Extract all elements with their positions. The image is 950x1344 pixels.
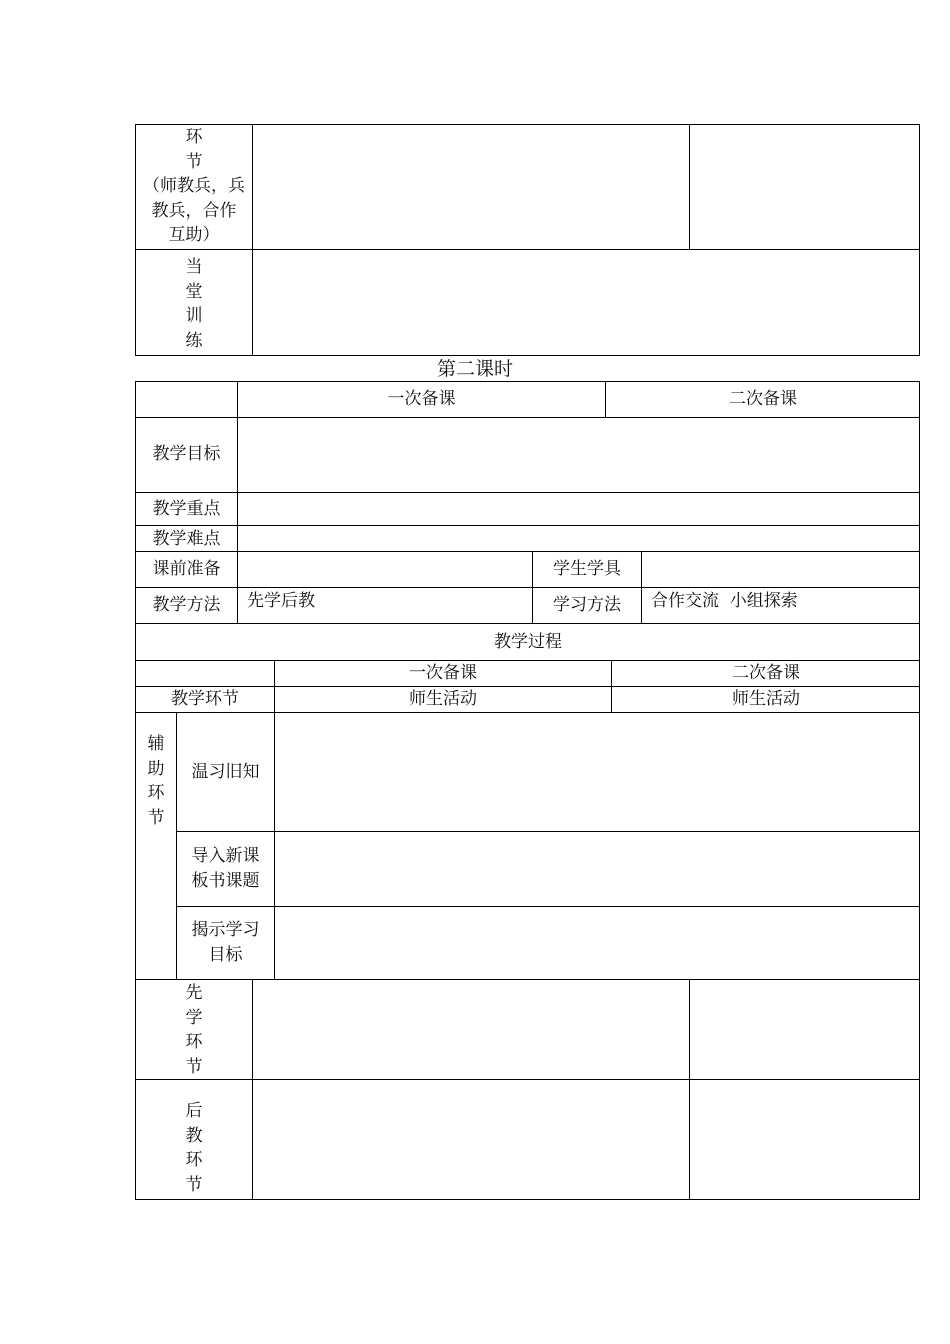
prelearn-stage-label	[136, 981, 252, 1079]
label-teaching-difficulty: 教学难点	[152, 529, 221, 549]
label-line: 堂	[185, 281, 203, 302]
teaching-method-value: 先学后教	[247, 591, 315, 611]
label-line: 先	[185, 983, 203, 1003]
label-line: 节	[185, 1174, 203, 1195]
process-first-prep: 一次备课	[409, 663, 477, 683]
label-line: 环	[185, 1032, 203, 1052]
label-line: 揭示学习	[191, 920, 260, 940]
col-line	[689, 979, 690, 1200]
top-row1-label	[136, 125, 252, 248]
row-line	[135, 417, 920, 418]
row-line	[176, 831, 920, 832]
label-line: 当	[185, 257, 203, 277]
review-old-knowledge: 温习旧知	[191, 762, 260, 782]
label-pre-class-prep: 课前准备	[152, 559, 221, 579]
label-line: 练	[185, 330, 203, 351]
reveal-learning-goals	[177, 918, 274, 967]
label-line: 目标	[208, 944, 243, 965]
process-title: 教学过程	[494, 632, 562, 652]
label-line: 训	[185, 306, 203, 326]
postteach-stage-label	[136, 1099, 252, 1197]
row-line	[135, 551, 920, 552]
label-line: 板书课题	[191, 870, 260, 891]
row-line	[135, 587, 920, 588]
col-line	[252, 979, 253, 1200]
label-line: 辅	[147, 734, 165, 754]
label-teaching-method: 教学方法	[152, 595, 221, 615]
col-line	[641, 551, 642, 623]
label-line: 教	[185, 1125, 203, 1146]
label-learning-method: 学习方法	[553, 595, 621, 615]
label-student-tools: 学生学具	[553, 559, 621, 579]
learning-method-value: 合作交流 小组探索	[651, 591, 798, 611]
lesson-info-table	[135, 381, 920, 661]
row-line	[135, 623, 920, 624]
label-line: 环	[185, 127, 203, 147]
label-line: 学	[185, 1007, 203, 1028]
col-line	[237, 381, 238, 623]
label-teaching-goal: 教学目标	[152, 444, 221, 464]
top-table-col-divider	[252, 124, 253, 356]
header-first-prep: 一次备课	[387, 389, 456, 409]
stage-header: 教学环节	[171, 689, 239, 709]
row-line	[176, 906, 920, 907]
label-teaching-key: 教学重点	[152, 499, 221, 519]
label-line: 环	[147, 783, 165, 803]
label-line: 后	[185, 1101, 203, 1121]
label-line: 节	[185, 1056, 203, 1077]
label-line: 教兵，合作	[151, 200, 237, 221]
header-second-prep: 二次备课	[729, 389, 797, 409]
row-line	[135, 712, 920, 713]
process-second-prep: 二次备课	[732, 663, 800, 683]
label-line: （师教兵，兵	[143, 176, 245, 196]
row-line	[135, 492, 920, 493]
label-line: 节	[147, 807, 165, 828]
label-line: 助	[147, 758, 165, 779]
col-line	[274, 686, 275, 979]
activity-header-1: 师生活动	[409, 689, 477, 709]
label-line: 节	[185, 151, 203, 172]
label-line: 互助）	[168, 225, 220, 245]
top-row2-label	[136, 255, 252, 353]
top-table-row-divider	[135, 249, 920, 250]
label-line: 环	[185, 1150, 203, 1170]
activity-header-2: 师生活动	[732, 689, 800, 709]
intro-new-lesson	[177, 844, 274, 893]
top-table-col-divider-right	[689, 124, 690, 250]
label-line: 导入新课	[191, 846, 260, 866]
aux-stage-label	[136, 732, 176, 830]
section-title: 第二课时	[436, 358, 513, 380]
row-line	[135, 525, 920, 526]
